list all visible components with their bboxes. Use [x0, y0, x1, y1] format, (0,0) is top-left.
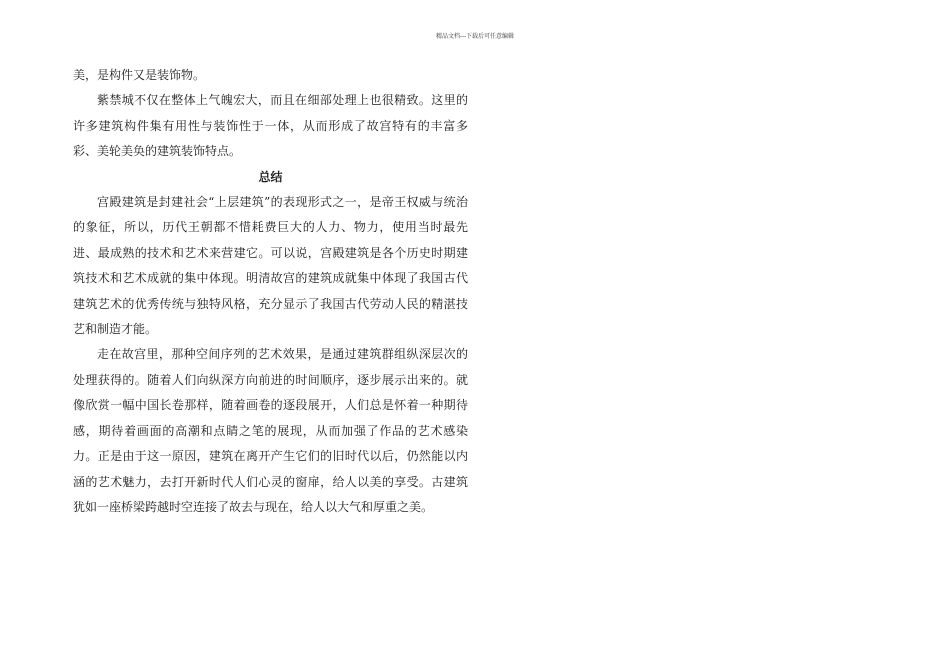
paragraph-spatial-sequence: 走在故宫里，那种空间序列的艺术效果，是通过建筑群组纵深层次的处理获得的。随着人们向纵深方向前进的时间顺序，逐步展示出来的。就像欣赏一幅中国长卷那样，随着画卷的逐段展开，人们总是怀着一种期待感，期待着画面的高潮和点睛之笔的展现，从而加强了作品的艺术感染力。正是由于这一原因，建筑在离开产生它们的旧时代以后，仍然能以内涵的艺术魅力，去打开新时代人们心灵的窗扉，给人以美的享受。古建筑犹如一座桥梁跨越时空连接了故去与现在，给人以大气和厚重之美。 [73, 347, 468, 514]
paragraph-forbidden-city-details: 紫禁城不仅在整体上气魄宏大，而且在细部处理上也很精致。这里的许多建筑构件集有用性与装饰性于一体，从而形成了故宫特有的丰富多彩、美轮美奂的建筑装饰特点。 [73, 93, 468, 159]
section-heading-summary: 总结 [258, 169, 283, 184]
document-body [73, 63, 468, 520]
header-note: 精品文档---下载后可任意编辑 [435, 33, 515, 40]
paragraph-continuation: 美，是构件又是装饰物。 [73, 68, 206, 82]
paragraph-palace-architecture: 宫殿建筑是封建社会“上层建筑”的表现形式之一，是帝王权威与统治的象征，所以，历代王朝都不惜耗费巨大的人力、物力，使用当时最先进、最成熟的技术和艺术来营建它。可以说，宫殿建筑是各个历史时期建筑技术和艺术成就的集中体现。明清故宫的建筑成就集中体现了我国古代建筑艺术的优秀传统与独特风格，充分显示了我国古代劳动人民的精湛技艺和制造才能。 [73, 195, 468, 337]
